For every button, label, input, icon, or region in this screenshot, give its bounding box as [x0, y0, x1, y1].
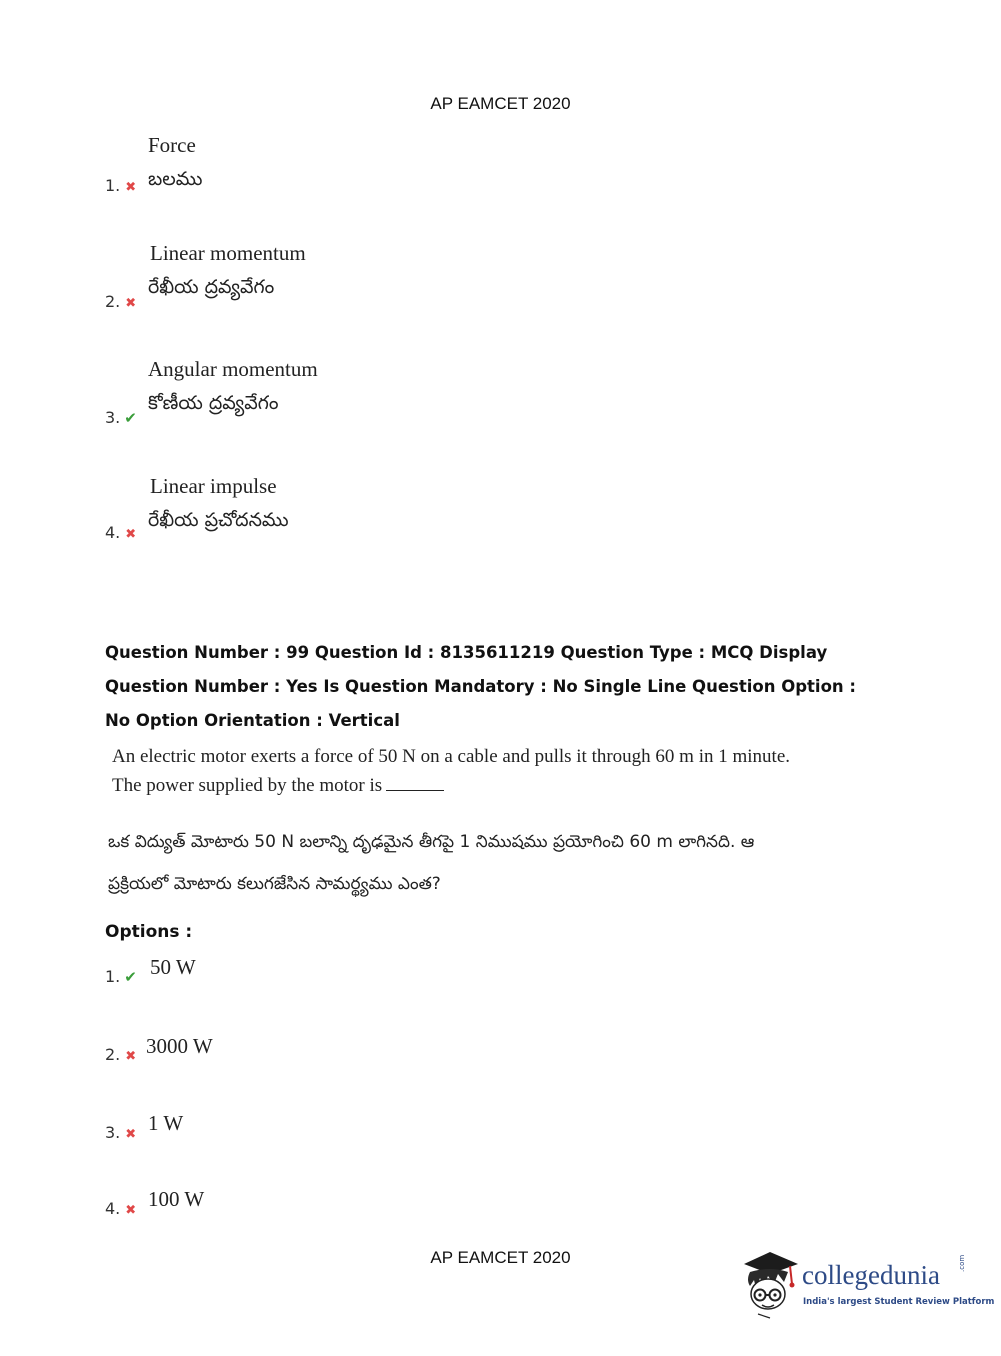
question-english-line-1: An electric motor exerts a force of 50 N on a cable and pulls it through 60 m in 1 minute.	[112, 746, 791, 767]
option-number: 3. ✖	[105, 1123, 137, 1142]
wrong-mark-icon: ✖	[125, 296, 137, 311]
correct-mark-icon: ✔	[124, 409, 137, 427]
option-value: 100 W	[148, 1187, 205, 1211]
option-value: 50 W	[150, 955, 196, 979]
wrong-mark-icon: ✖	[125, 1049, 137, 1064]
option-number: 4. ✖	[105, 1199, 137, 1218]
option-value: 1 W	[148, 1111, 184, 1135]
wrong-mark-icon: ✖	[125, 180, 137, 195]
mascot-icon	[740, 1250, 802, 1320]
wrong-mark-icon: ✖	[125, 1203, 137, 1218]
answer-blank	[386, 790, 444, 791]
option-number: 2. ✖	[105, 292, 137, 311]
option-number: 1. ✖	[105, 176, 137, 195]
option-english: Force	[148, 133, 196, 157]
option-telugu: రేఖీయ ప్రచోదనము	[148, 509, 289, 531]
option-number: 2. ✖	[105, 1045, 137, 1064]
logo-tagline: India's largest Student Review Platform	[803, 1297, 995, 1307]
correct-mark-icon: ✔	[124, 968, 137, 986]
option-telugu: బలము	[148, 168, 203, 190]
question-telugu-line-2: ప్రక్రియలో మోటారు కలుగజేసిన సామర్థ్యము ఎంత?	[108, 874, 441, 894]
option-english: Linear momentum	[150, 241, 306, 265]
question-english-line-2	[112, 775, 444, 797]
option-english: Angular momentum	[148, 357, 318, 381]
option-english: Linear impulse	[150, 474, 277, 498]
option-number: 3. ✔	[105, 408, 137, 427]
page-footer: AP EAMCET 2020	[430, 1248, 571, 1267]
options-label: Options :	[105, 922, 193, 942]
collegedunia-logo	[740, 1250, 995, 1320]
option-number: 4. ✖	[105, 523, 137, 542]
wrong-mark-icon: ✖	[125, 1127, 137, 1142]
option-number: 1. ✔	[105, 967, 137, 986]
page-header: AP EAMCET 2020	[430, 94, 571, 113]
option-telugu: రేఖీయ ద్రవ్యవేగం	[148, 276, 275, 298]
question-meta: Question Number : 99 Question Id : 8135611219 Question Type : MCQ Display Question Number : Yes Is Question Mandatory : No Single Line Question Option : No Option Orientation : Vertical	[105, 643, 857, 730]
question-english-text: The power supplied by the motor is	[112, 775, 383, 796]
logo-suffix: .com	[958, 1254, 966, 1272]
option-value: 3000 W	[146, 1034, 213, 1058]
question-telugu-line-1: ఒక విద్యుత్ మోటారు 50 N బలాన్ని దృఢమైన తీగపై 1 నిముషము ప్రయోగించి 60 m లాగినది. ఆ	[108, 832, 755, 852]
option-telugu: కోణీయ ద్రవ్యవేగం	[148, 392, 279, 414]
logo-wordmark: collegedunia	[802, 1260, 940, 1290]
wrong-mark-icon: ✖	[125, 527, 137, 542]
